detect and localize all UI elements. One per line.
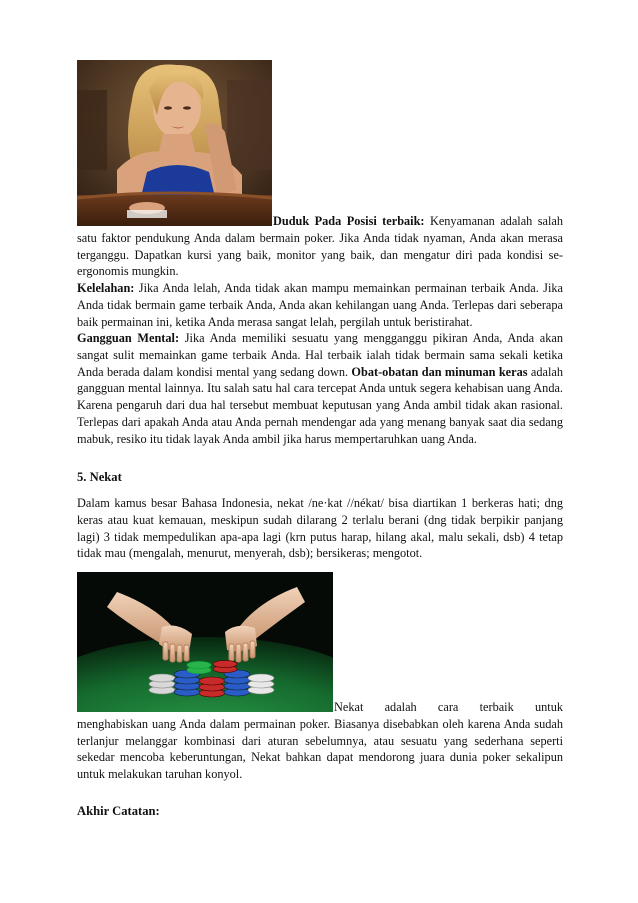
paragraph-definition (77, 495, 563, 562)
paragraph-fatigue (77, 280, 563, 330)
mental-heading: Gangguan Mental: (77, 331, 180, 345)
definition-text: Dalam kamus besar Bahasa Indonesia, nekat /ne·kat //nékat/ bisa diartikan 1 berkeras hati; dng keras atau kuat kemauan, meskipun sudah dilarang 2 terlalu berani (dng tidak berpikir panjang lagi) 3 tidak mempedulikan apa-apa lagi (krn putus harap, hilang akal, malu sekali, dsb) 4 tetap tidak mau (mengalah, menurut, menyerah, dsb); bersikeras; mengotot. (77, 496, 563, 561)
comfort-text: Kenyamanan adalah salah satu faktor pendukung Anda dalam bermain poker. Jika Anda tidak nyaman, Anda akan merasa terganggu. Dapatkan kursi yang baik, monitor yang baik, dan mengatur diri pada kondisi se-ergonomis mungkin. (77, 214, 563, 279)
comfort-heading: Duduk Pada Posisi terbaik: (273, 214, 425, 228)
paragraph-comfort (77, 213, 563, 280)
woman-poker-photo (77, 60, 272, 226)
paragraph-nekat (77, 699, 563, 783)
poker-chips-photo (77, 572, 333, 712)
fatigue-heading: Kelelahan: (77, 281, 135, 295)
paragraph-mental (77, 330, 563, 448)
drugs-heading: Obat-obatan dan minuman keras (351, 364, 528, 379)
nekat-text: Nekat adalah cara terbaik untuk menghabiskan uang Anda dalam permainan poker. Biasanya disebabkan oleh karena Anda sudah terlanjur melanggar kombinasi dari aturan sebelumnya, atau sesuatu yang sederhana seperti sekedar mencoba keberuntungan, Nekat bahkan dapat mendorong juara dunia poker sekalipun untuk melakukan taruhan konyol. (77, 700, 563, 782)
mental-text-a: Jika Anda memiliki sesuatu yang mengganggu pikiran Anda, Anda akan sangat sulit memainkan game terbaik Anda. Hal terbaik ialah tidak bermain sama sekali ketika Anda berada dalam kondisi mental yang sedang down. (77, 331, 563, 379)
section-heading-nekat: 5. Nekat (77, 470, 122, 484)
mental-text-b: adalah gangguan mental lainnya. Itu salah satu hal cara tercepat Anda untuk segera kehabisan uang Anda. Karena pengaruh dari dua hal tersebut membuat keputusan yang Anda ambil tidak akan rasional. Terlepas dari apakah Anda atau Anda pernah mendengar ada yang menang banyak saat dia sedang mabuk, resiko itu tidak layak Anda ambil jika harus mempertaruhkan uang Anda. (77, 364, 563, 446)
closing-heading: Akhir Catatan: (77, 804, 160, 818)
fatigue-text: Jika Anda lelah, Anda tidak akan mampu memainkan permainan terbaik Anda. Jika Anda tidak bermain game terbaik Anda, Anda akan kehilangan uang Anda. Terlepas dari seberapa baik permainan ini, ketika Anda merasa sangat lelah, pergilah untuk beristirahat. (77, 281, 563, 329)
